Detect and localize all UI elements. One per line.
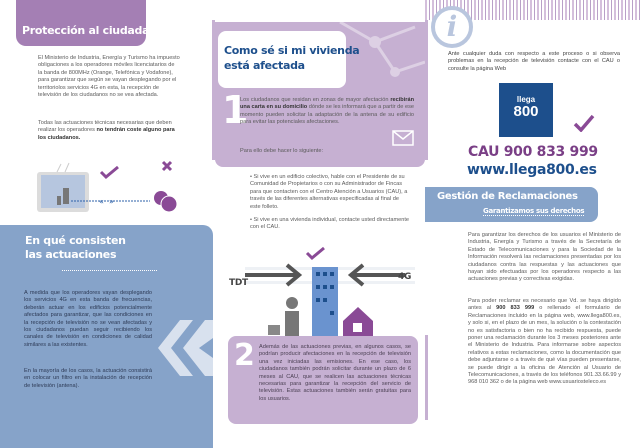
cross-icon — [163, 162, 171, 170]
tv-illustration — [35, 160, 185, 220]
step1-paragraph: Los ciudadanos que residan en zonas de mayor afectación recibirán una carta en su domicilio dónde se les informará que a partir de ese momento pueden solicitar la adaptación de la antena de su edificio para evitar las potenciales afectaciones. — [240, 97, 414, 126]
house-icon — [343, 307, 373, 337]
intro-paragraph: El Ministerio de Industria, Energía y Turismo ha impuesto obligaciones a los operadores móviles licenciatarios de la banda de 800MHz (Orange, Telefónica y Vodafone), para garantizar que según se vayan desplegando por el territoriolos servicios 4G en esta, la recepción de televisión de los ciudadanos no se vea afectada. — [38, 55, 180, 99]
check-icon — [307, 248, 324, 258]
title-tab — [16, 0, 146, 46]
cau-phone: CAU 900 833 999 — [468, 144, 598, 160]
info-icon: i — [431, 6, 473, 48]
section-title-vivienda: Como sé si mi vivienda está afectada — [224, 44, 360, 72]
label-4g: 4G — [398, 272, 412, 282]
tdt-4g-illustration — [225, 245, 425, 337]
bullet-item: • Si vive en un edificio colectivo, hable con el Presidente de su Comunidad de Propietarios o con su Administrador de Fincas para que contacten con el Centro Atención a Usuarios (CAU), a través de las diferentes alternativas especificadas al final de este folleto. — [250, 174, 408, 210]
panel-title: En qué consisten las actuaciones — [25, 234, 126, 261]
info-paragraph: Ante cualquier duda con respecto a este proceso o si observa problemas en la recepción de televisión contacte con el CAU o consulte la página Web — [448, 51, 620, 72]
bullet-item: • Si vive en una vivienda individual, contacte usted directamente con el CAU. — [250, 217, 409, 231]
claims-paragraph-2: Para poder reclamar es necesario que Vd. se haya dirigido antes al 900 833 999 o rellenado el formulario de Reclamaciones incluido en la página web, www.llega800.es, y solo si, en el plazo de un mes, la solución o la contestación no es satisfactoria o bien no ha recibido respuesta, puede poner una reclamación durante los 3 meses posteriores ante el Ministerio de Industria. Para informarse sobre aspectos relativos a estas reclamaciones, como la documentación que debe adjuntarse o a través de qué vías pueden presentarse, se puede dirigir a la oficina de Atención al Usuario de Telecomunicaciones, a través de los teléfonos 901.33.66.99 y 968 010 362 o de la página web www.usuariosteleco.es — [468, 298, 621, 386]
family-icon — [63, 188, 69, 204]
step-number-1: 1 — [222, 88, 249, 132]
cost-paragraph: Todas las actuaciones técnicas necesarias que deben realizar los operadores no tendrán coste alguno para los ciudadanos. — [38, 120, 175, 141]
section-title-proteccion: Protección al ciudadano — [22, 24, 165, 37]
check-icon — [573, 112, 595, 132]
chevrons-left-icon — [155, 318, 213, 378]
svg-text:«··»: «··» — [99, 197, 114, 206]
right-purple-strip — [425, 20, 428, 160]
claims-subtitle: Garantizamos sus derechos — [483, 207, 585, 215]
check-icon — [101, 167, 118, 177]
envelope-icon — [392, 130, 414, 146]
step1-follow: Para ello debe hacer lo siguiente: — [240, 148, 324, 154]
person-icon — [286, 297, 298, 309]
panel-paragraph-2: En la mayoría de los casos, la actuación consistirá en colocar un filtro en la instalación de recepción de televisión (antena). — [24, 368, 152, 389]
right-purple-strip-lower — [425, 335, 428, 420]
step2-paragraph: Además de las actuaciones previas, en algunos casos, se podrían producir afectaciones en la recepción de televisión una vez iniciadas las emisiones. En ese caso, los ciudadanos también podrán solicitar durante un plazo de 6 meses al CAU, que se realicen las actuaciones técnicas necesarias para garantizar la recepción del servicio de televisión. Estas actuaciones también serán gratuitas para los usuarios. — [259, 344, 411, 402]
llega800-logo: llega 800 — [499, 83, 553, 137]
label-tdt: TDT — [229, 278, 248, 288]
website-link[interactable]: www.llega800.es — [467, 162, 597, 178]
bullet-list — [250, 174, 410, 232]
step-number-2: 2 — [234, 338, 255, 373]
claims-title: Gestión de Reclamaciones — [437, 191, 578, 202]
claims-paragraph-1: Para garantizar los derechos de los usuarios el Ministerio de Industria, Energía y Turismo a través de la Secretaría de Estado de Telecomunicaciones y para la Sociedad de la Información resolverá las reclamaciones presentadas por los ciudadanos contra las respuestas y las actuaciones que hayan sido efectuadas por los operadores respecto a las actuaciones previas y correctivas exigidas. — [468, 232, 621, 283]
panel-paragraph-1: A medida que los operadores vayan desplegando los servicios 4G en esta banda de frecuencias, deberán actuar en los edificios potencialmente afectados para garantizar, que las condiciones en la recepción de televisión no se vean afectadas y los ciudadanos puedan seguir recibiendo los canales de televisión en condiciones de calidad similares a las existentes. — [24, 290, 152, 348]
dotted-divider — [62, 270, 157, 271]
